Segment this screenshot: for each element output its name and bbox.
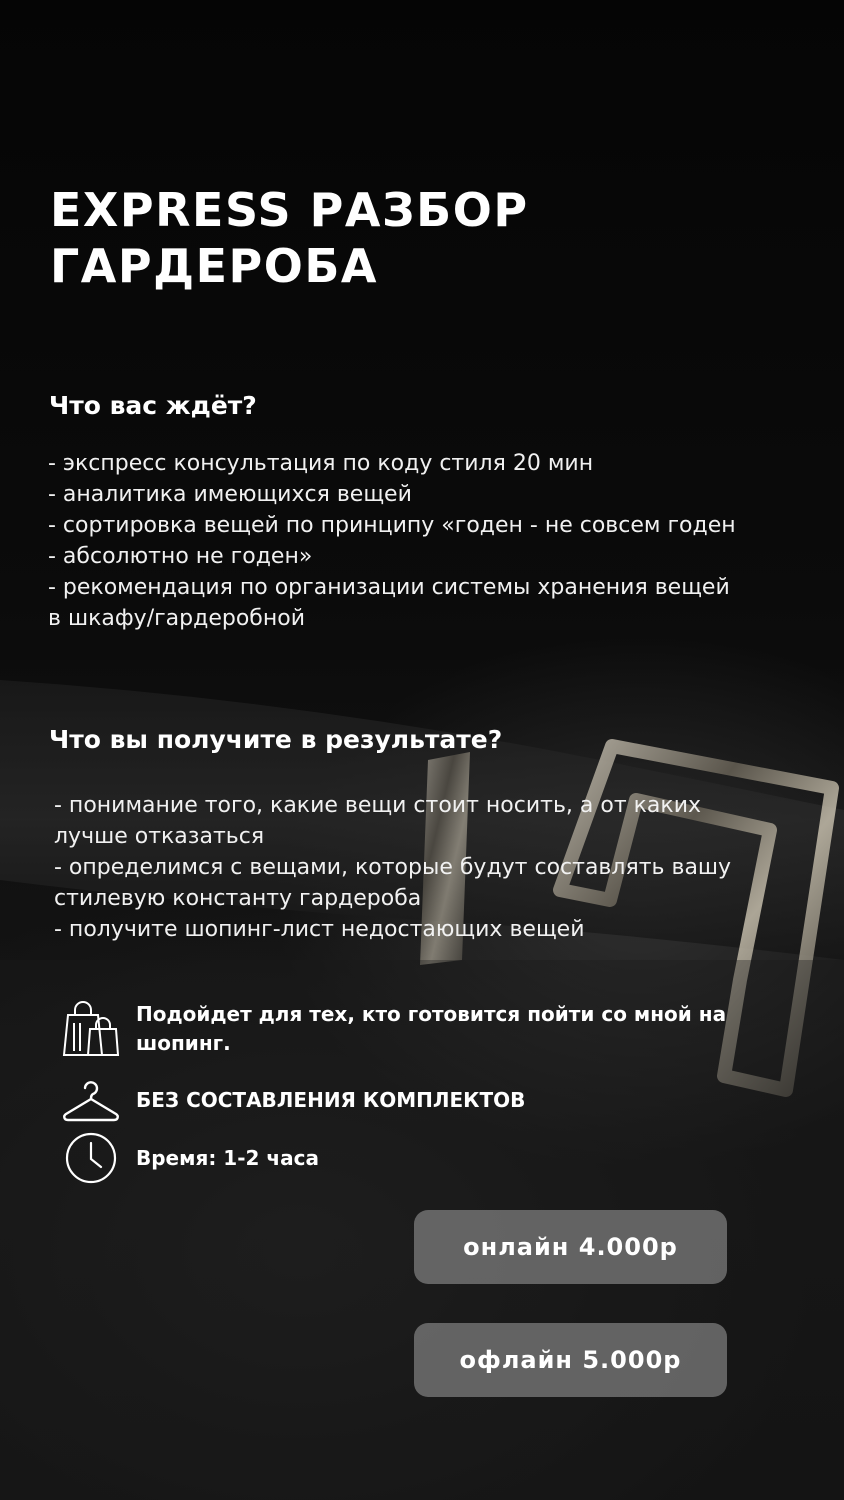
list-item: - экспресс консультация по коду стиля 20 мин xyxy=(48,451,594,476)
offline-price-button[interactable]: офлайн 5.000р xyxy=(414,1323,727,1397)
hanger-icon xyxy=(60,1072,122,1128)
title-line-2: ГАРДЕРОБА xyxy=(50,239,378,293)
list-item: - сортировка вещей по принципу «годен - не совсем годен - абсолютно не годен» xyxy=(48,513,736,569)
list-item: - понимание того, какие вещи стоит носить, а от каких лучше отказаться xyxy=(54,793,702,849)
feature-time xyxy=(60,1130,780,1186)
title-line-1: EXPRESS РАЗБОР xyxy=(50,183,529,237)
expect-heading: Что вас ждёт? xyxy=(49,391,257,420)
list-item: - получите шопинг-лист недостающих вещей xyxy=(54,917,585,942)
feature-shopping xyxy=(60,1000,780,1058)
feature-text: Подойдет для тех, кто готовится пойти со мной на шопинг. xyxy=(136,1002,727,1055)
feature-text: Время: 1-2 часа xyxy=(136,1145,319,1170)
expect-list xyxy=(48,448,748,634)
list-item: - аналитика имеющихся вещей xyxy=(48,482,412,507)
shopping-bags-icon xyxy=(60,1001,122,1057)
clock-icon xyxy=(60,1130,122,1186)
result-heading: Что вы получите в результате? xyxy=(49,725,503,754)
result-list xyxy=(54,790,764,945)
page-title xyxy=(50,182,790,294)
online-price-button[interactable]: онлайн 4.000р xyxy=(414,1210,727,1284)
feature-text: БЕЗ СОСТАВЛЕНИЯ КОМПЛЕКТОВ xyxy=(136,1087,526,1112)
list-item: - рекомендация по организации системы хранения вещей в шкафу/гардеробной xyxy=(48,575,730,631)
feature-hanger xyxy=(60,1072,780,1128)
list-item: - определимся с вещами, которые будут составлять вашу стилевую константу гардероба xyxy=(54,855,732,911)
